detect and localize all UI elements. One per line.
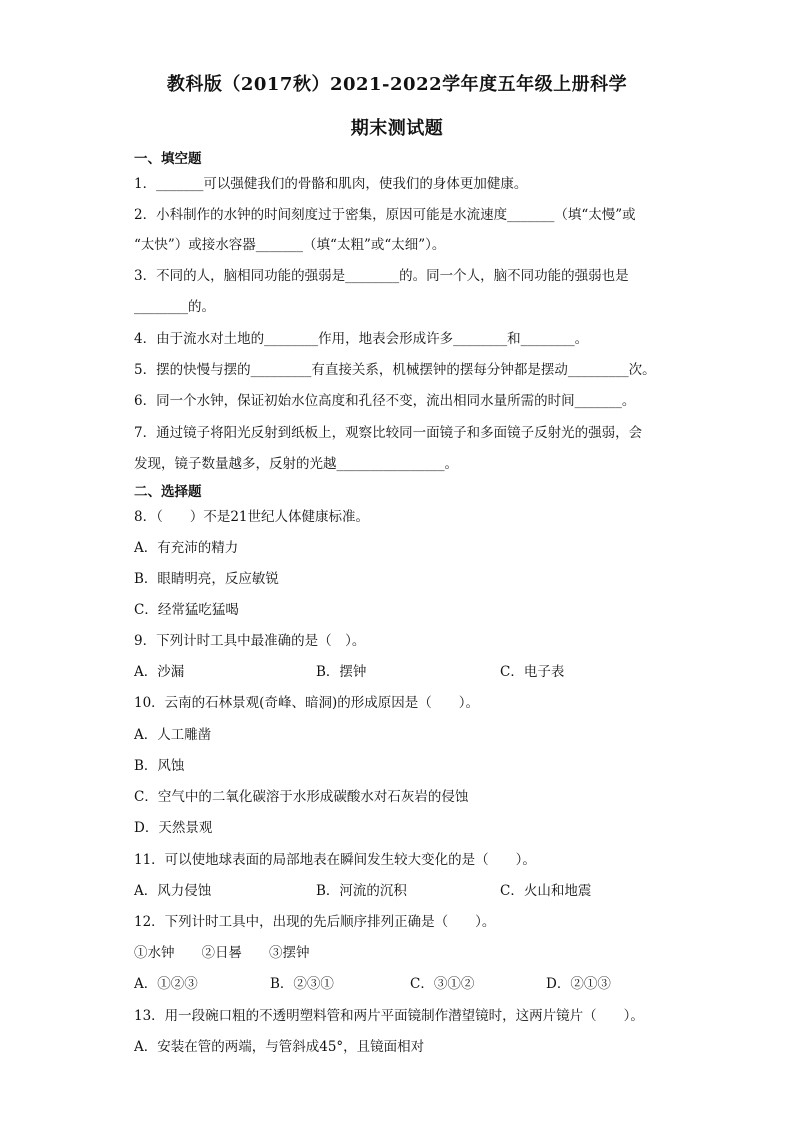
- section-heading-fill: 一、填空题: [134, 151, 202, 167]
- question-11: 11．可以使地球表面的局部地表在瞬间发生较大变化的是（ ）。: [134, 852, 536, 868]
- question-10-option-b: B．风蚀: [134, 758, 185, 774]
- question-8-option-c: C．经常猛吃猛喝: [134, 602, 239, 618]
- question-1: 1．_______可以强健我们的骨骼和肌肉，使我们的身体更加健康。: [134, 176, 528, 192]
- question-8-option-a: A．有充沛的精力: [134, 540, 239, 556]
- question-8-option-b: B．眼睛明亮，反应敏锐: [134, 571, 279, 587]
- document-subtitle: 期末测试题: [350, 118, 444, 139]
- question-11-option-c: C．火山和地震: [500, 883, 592, 899]
- question-6: 6．同一个水钟，保证初始水位高度和孔径不变，流出相同水量所需的时间_______。: [134, 393, 636, 409]
- question-11-options: [134, 879, 694, 899]
- question-7-line-2: 发现，镜子数量越多，反射的光越________________。: [134, 456, 458, 472]
- question-10-option-d: D．天然景观: [134, 820, 213, 836]
- question-2-line-2: “太快”）或接水容器_______（填“太粗”或“太细”）。: [134, 237, 446, 253]
- question-9-options: [134, 660, 694, 680]
- question-4: 4．由于流水对土地的________作用，地表会形成许多________和________。: [134, 331, 589, 347]
- question-13-option-a: A．安装在管的两端，与管斜成45°，且镜面相对: [134, 1039, 425, 1055]
- question-12: 12．下列计时工具中，出现的先后顺序排列正确是（ ）。: [134, 914, 496, 930]
- question-2-line-1: 2．小科制作的水钟的时间刻度过于密集，原因可能是水流速度_______（填“太慢”或: [134, 207, 636, 223]
- question-10: 10．云南的石林景观(奇峰、暗洞)的形成原因是（ ）。: [134, 695, 479, 711]
- question-3-line-1: 3．不同的人，脑相同功能的强弱是________的。同一个人，脑不同功能的强弱也是: [134, 268, 629, 284]
- question-12-option-b: B．②③①: [270, 976, 334, 992]
- question-9-option-c: C．电子表: [500, 664, 565, 680]
- question-13: 13．用一段碗口粗的不透明塑料管和两片平面镜制作潜望镜时，这两片镜片（ ）。: [134, 1008, 644, 1024]
- question-10-option-a: A．人工雕凿: [134, 727, 212, 743]
- question-11-option-b: B．河流的沉积: [316, 883, 407, 899]
- question-12-option-d: D．②①③: [546, 976, 611, 992]
- question-12-options: [134, 972, 694, 992]
- question-5: 5．摆的快慢与摆的_________有直接关系，机械摆钟的摆每分钟都是摆动_________次。: [134, 362, 656, 378]
- question-12-option-a: A．①②③: [134, 976, 198, 992]
- question-9-option-b: B．摆钟: [316, 664, 367, 680]
- question-9-option-a: A．沙漏: [134, 664, 185, 680]
- question-12-option-c: C．③①②: [410, 976, 475, 992]
- document-title: 教科版（2017秋）2021-2022学年度五年级上册科学: [166, 74, 628, 95]
- question-8: 8．（ ）不是21世纪人体健康标准。: [134, 509, 370, 525]
- question-3-line-2: ________的。: [134, 299, 215, 315]
- question-7-line-1: 7．通过镜子将阳光反射到纸板上，观察比较同一面镜子和多面镜子反射光的强弱，会: [134, 425, 643, 441]
- question-11-option-a: A．风力侵蚀: [134, 883, 212, 899]
- question-10-option-c: C．空气中的二氧化碳溶于水形成碳酸水对石灰岩的侵蚀: [134, 789, 469, 805]
- question-9: 9．下列计时工具中最准确的是（ ）。: [134, 633, 366, 649]
- question-12-items: ①水钟 ②日晷 ③摆钟: [134, 945, 310, 961]
- section-heading-choice: 二、选择题: [134, 484, 202, 500]
